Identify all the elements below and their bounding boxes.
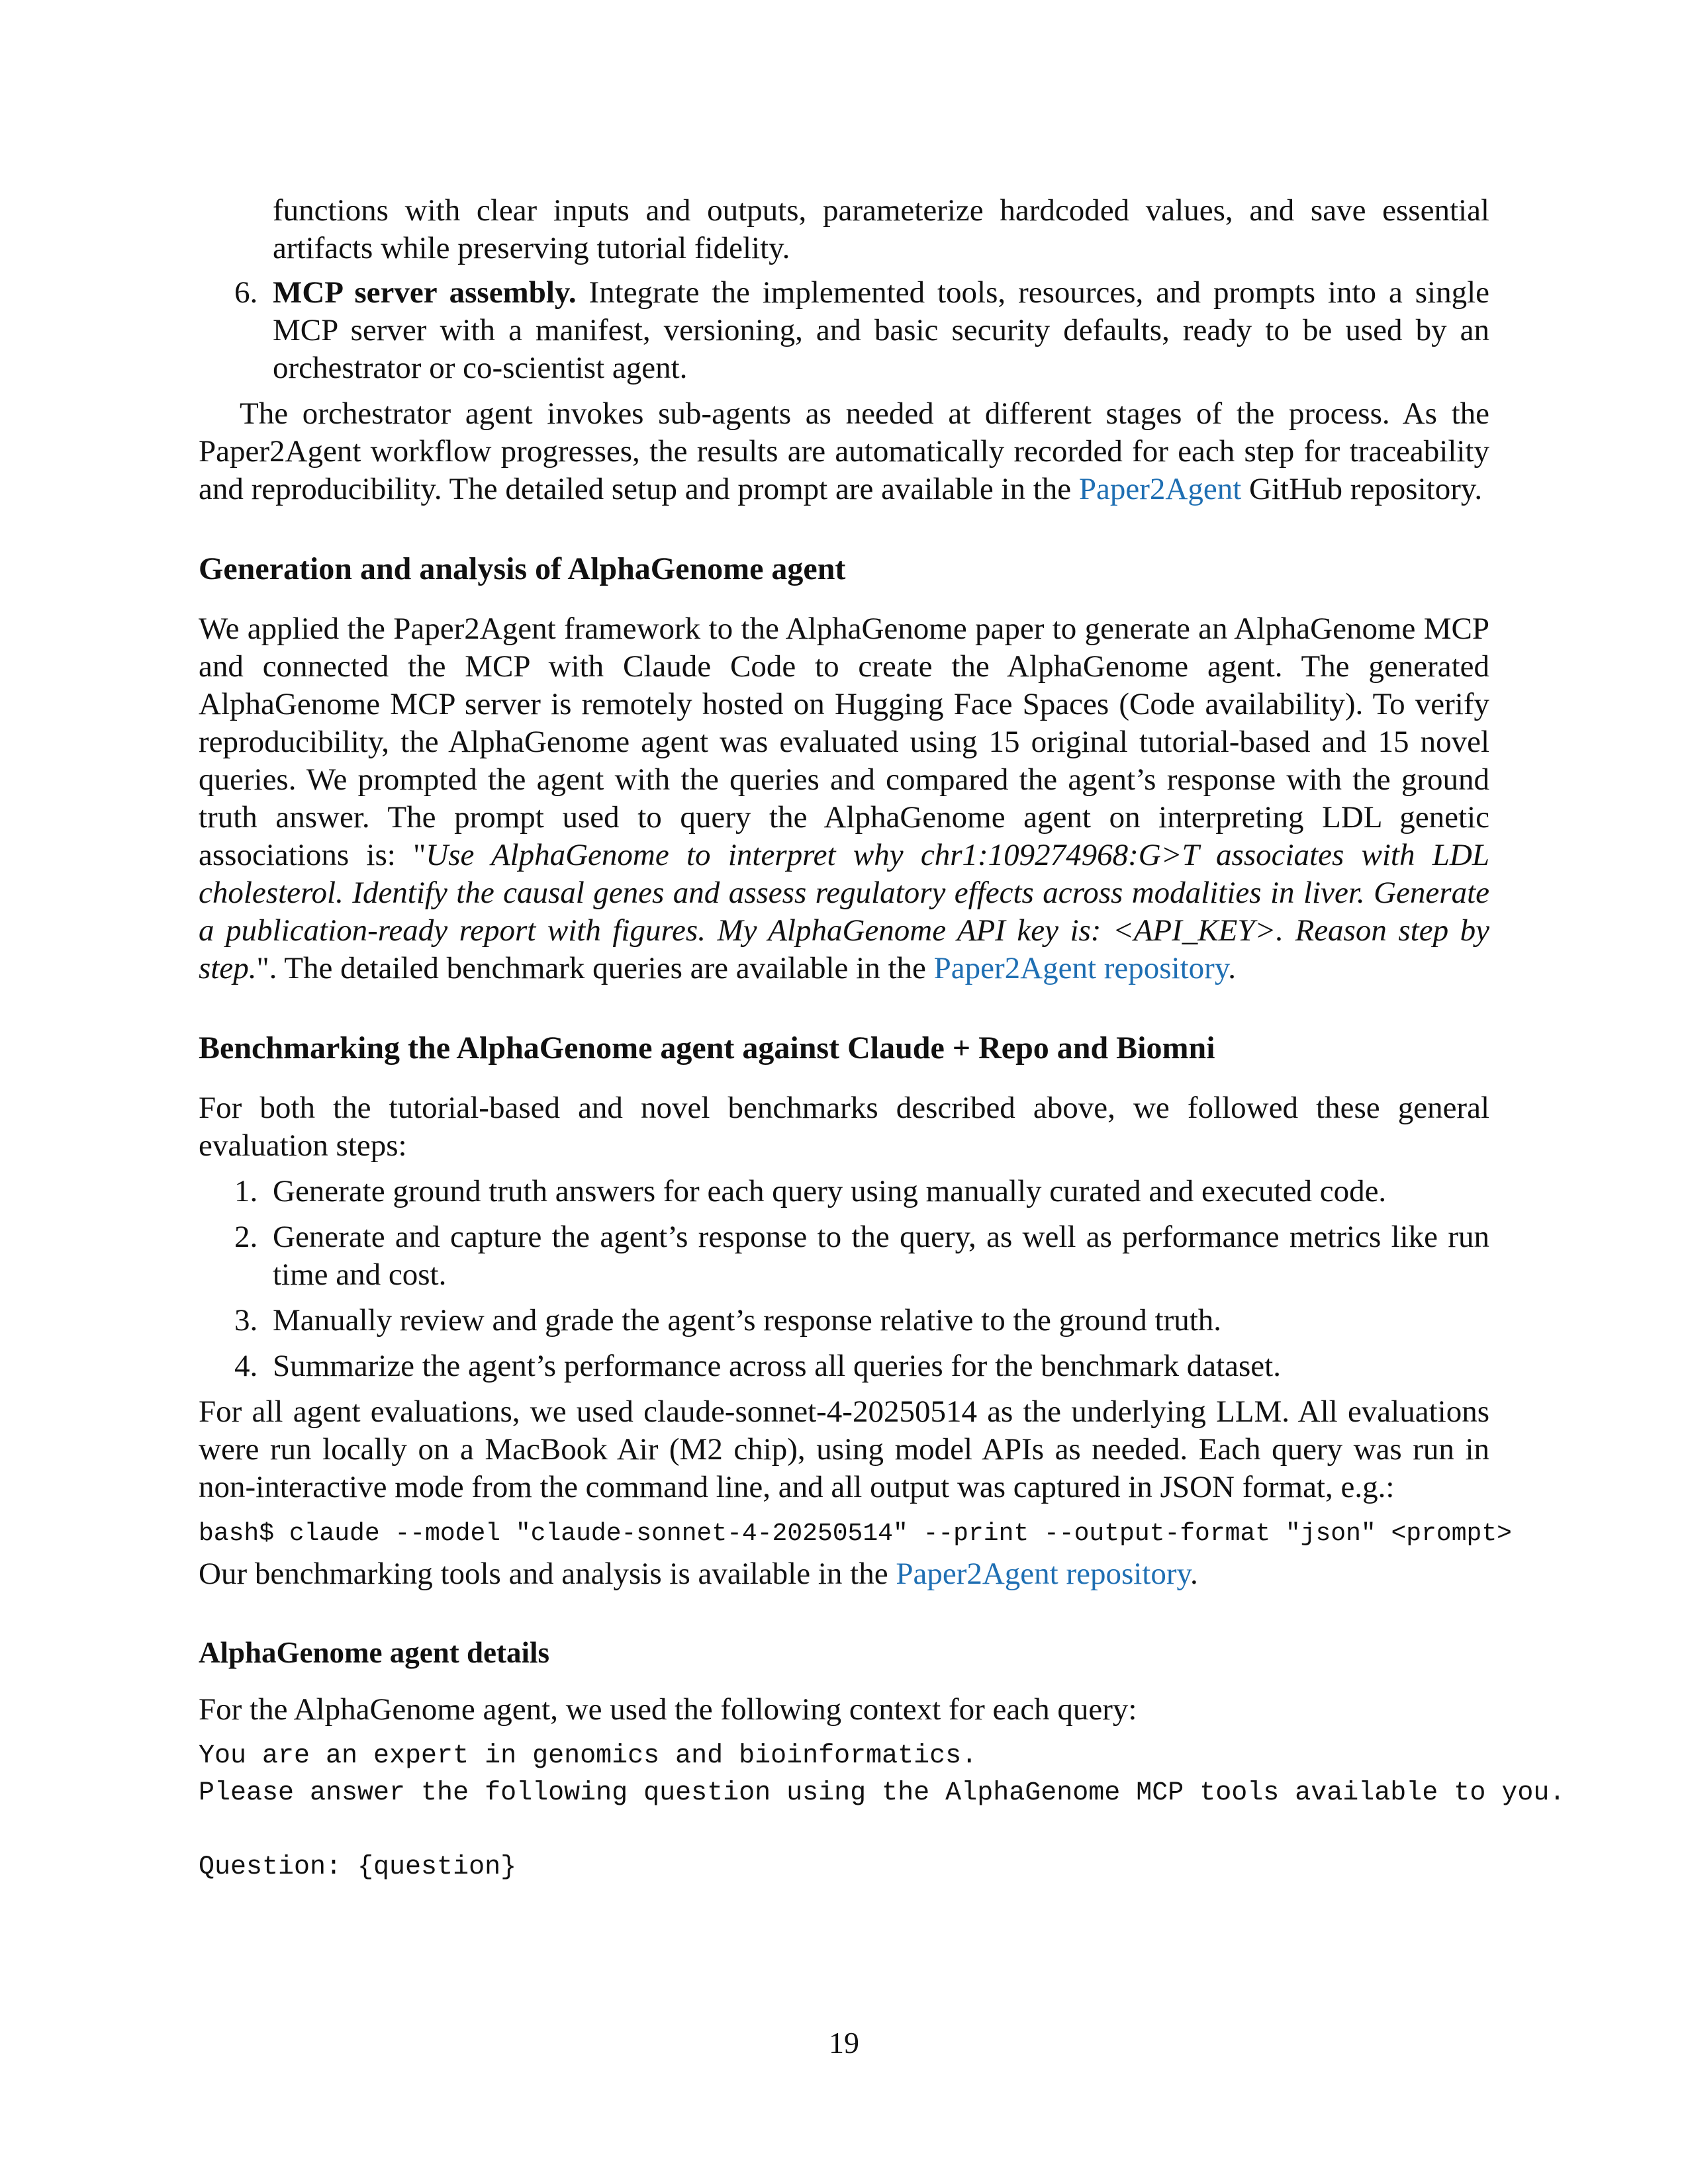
list-item — [199, 1347, 1489, 1385]
paragraph: For both the tutorial-based and novel benchmarks described above, we followed these general evaluation steps: — [199, 1091, 1489, 1163]
list-item-text: Generate and capture the agent’s response to the query, as well as performance metrics like run time and cost. — [273, 1220, 1489, 1292]
paragraph — [199, 395, 1489, 508]
page-number: 19 — [829, 2026, 859, 2060]
code-line: You are an expert in genomics and bioinformatics. — [199, 1741, 978, 1771]
list-item — [199, 1173, 1489, 1210]
paragraph: For the AlphaGenome agent, we used the following context for each query: — [199, 1692, 1137, 1727]
evaluation-steps-list — [199, 1173, 1489, 1385]
list-number: 1. — [234, 1174, 258, 1208]
list-item — [199, 274, 1489, 387]
paper2agent-repository-link[interactable]: Paper2Agent repository — [933, 951, 1229, 985]
list-item-text: Integrate the implemented tools, resources, and prompts into a single MCP server with a manifest, versioning, and basic security defaults, ready to be used by an orchestrator or co-scientist agent. — [273, 275, 1489, 385]
paragraph — [199, 610, 1489, 987]
code-line: Please answer the following question using the AlphaGenome MCP tools available to you. — [199, 1778, 1566, 1808]
list-item — [199, 1218, 1489, 1294]
list-number: 3. — [234, 1303, 258, 1338]
list-item — [199, 1302, 1489, 1340]
list-number: 4. — [234, 1349, 258, 1383]
paragraph-tail: . — [1228, 951, 1237, 985]
paragraph-text: ". The detailed benchmark queries are available in the — [256, 951, 934, 985]
prompt-quote: Use AlphaGenome to interpret why chr1:109274968:G>T associates with LDL cholesterol. Identify the causal genes and assess regulatory effects across modalities in liver. Generate a publication-ready report with figures. My AlphaGenome API key is: <API_KEY>. Reason step by step. — [199, 838, 1489, 985]
code-block — [199, 1738, 1566, 1886]
list-item — [199, 192, 1489, 267]
paragraph-tail: . — [1190, 1557, 1198, 1591]
paragraph-tail: GitHub repository. — [1241, 472, 1483, 506]
list-item-text: Generate ground truth answers for each query using manually curated and executed code. — [273, 1174, 1387, 1208]
list-item-text: Manually review and grade the agent’s response relative to the ground truth. — [273, 1303, 1222, 1338]
paragraph-text: The orchestrator agent invokes sub-agents as needed at different stages of the process. As the Paper2Agent workflow progresses, the results are automatically recorded for each step for traceability and reproducibility. The detailed setup and prompt are available in the — [199, 396, 1489, 506]
list-item-bold-lead: MCP server assembly. — [273, 275, 577, 310]
page-content — [199, 192, 1566, 1886]
paragraph-text: We applied the Paper2Agent framework to the AlphaGenome paper to generate an AlphaGenome MCP and connected the MCP with Claude Code to create the AlphaGenome agent. The generated AlphaGenome MCP server is remotely hosted on Hugging Face Spaces (Code availability). To verify reproducibility, the AlphaGenome agent was evaluated using 15 original tutorial-based and 15 novel queries. We prompted the agent with the queries and compared the agent’s response with the ground truth answer. The prompt used to query the AlphaGenome agent on interpreting LDL genetic associations is: " — [199, 612, 1489, 872]
code-line — [199, 1812, 1489, 1849]
paragraph — [199, 1555, 1489, 1593]
code-block: bash$ claude --model "claude-sonnet-4-20250514" --print --output-format "json" <prompt> — [199, 1520, 1512, 1548]
section-heading: Generation and analysis of AlphaGenome agent — [199, 551, 846, 586]
paragraph-text: Our benchmarking tools and analysis is available in the — [199, 1557, 896, 1591]
method-steps-list — [199, 192, 1489, 387]
list-number: 6. — [234, 275, 258, 310]
paper2agent-repository-link[interactable]: Paper2Agent repository — [896, 1557, 1190, 1591]
list-number: 2. — [234, 1220, 258, 1254]
list-item-text: Summarize the agent’s performance across all queries for the benchmark dataset. — [273, 1349, 1281, 1383]
code-line: Question: {question} — [199, 1852, 517, 1882]
section-heading: Benchmarking the AlphaGenome agent against Claude + Repo and Biomni — [199, 1030, 1215, 1066]
paragraph: For all agent evaluations, we used claude-sonnet-4-20250514 as the underlying LLM. All evaluations were run locally on a MacBook Air (M2 chip), using model APIs as needed. Each query was run in non-interactive mode from the command line, and all output was captured in JSON format, e.g.: — [199, 1394, 1489, 1504]
list-item-text: functions with clear inputs and outputs, parameterize hardcoded values, and save essential artifacts while preserving tutorial fidelity. — [273, 193, 1489, 265]
paper2agent-link[interactable]: Paper2Agent — [1078, 472, 1242, 506]
subsection-heading: AlphaGenome agent details — [199, 1636, 550, 1669]
